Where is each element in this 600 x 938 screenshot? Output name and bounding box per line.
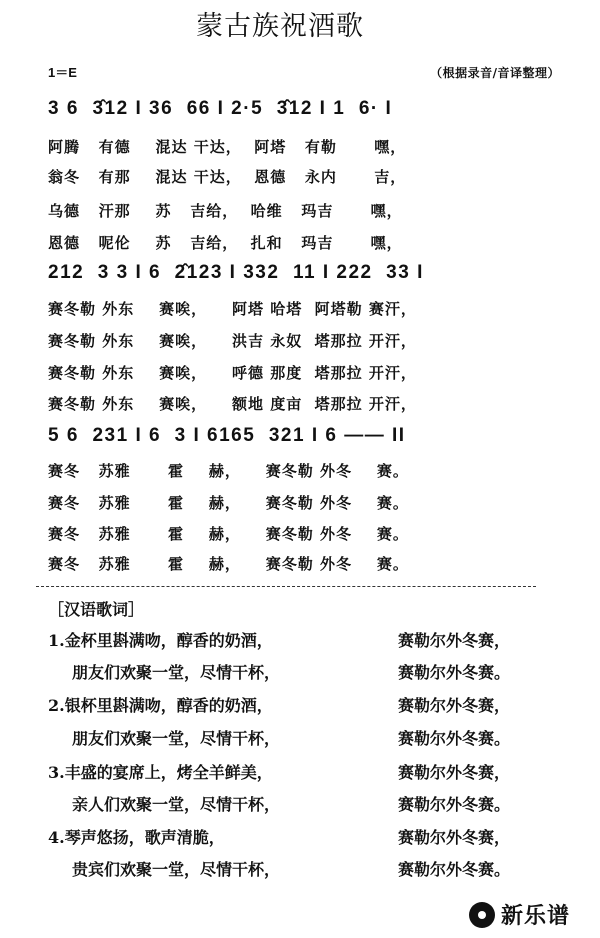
verse-line: 1.金杯里斟满吻，醇香的奶酒， xyxy=(48,631,273,650)
verse-line: 3.丰盛的宴席上，烤全羊鲜美， xyxy=(48,763,273,782)
song-title: 蒙古族祝酒歌 xyxy=(196,11,364,42)
lyric-line: 赛冬 苏雅 霍 赫， 赛冬勒 外冬 赛。 xyxy=(48,494,409,512)
verse-refrain: 赛勒尔外冬赛。 xyxy=(398,860,511,879)
verse-refrain: 赛勒尔外冬赛。 xyxy=(398,795,511,814)
notation-line-2: 212 3 3 I 6 2̂123 I 332 11 I 222 33 I xyxy=(48,262,424,283)
lyric-line: 恩德 呢伦 苏 吉给， 扎和 玛吉 嘿， xyxy=(48,234,403,252)
lyric-line: 赛冬勒 外东 赛唉， 额地 度亩 塔那拉 开汗， xyxy=(48,395,417,413)
verse-line: 朋友们欢聚一堂，尽情干杯， xyxy=(72,663,281,682)
verse-refrain: 赛勒尔外冬赛， xyxy=(398,763,511,782)
verse-refrain: 赛勒尔外冬赛， xyxy=(398,828,511,847)
verse-line: 贵宾们欢聚一堂，尽情干杯， xyxy=(72,860,281,879)
lyric-line: 阿腾 有德 混达 干达， 阿塔 有勒 嘿， xyxy=(48,138,407,156)
verse-refrain: 赛勒尔外冬赛。 xyxy=(398,729,511,748)
section-divider xyxy=(36,586,536,587)
lyric-line: 赛冬勒 外东 赛唉， 呼德 那度 塔那拉 开汗， xyxy=(48,364,417,382)
notation-line-1: 3 6 3̂12 I 36 66 I 2·5 3̂12 I 1 6· I xyxy=(48,98,393,119)
record-disc-icon xyxy=(469,902,495,928)
verse-line: 4.琴声悠扬，歌声清脆， xyxy=(48,828,225,847)
key-signature: 1＝E xyxy=(48,65,77,80)
verse-refrain: 赛勒尔外冬赛。 xyxy=(398,663,511,682)
lyric-line: 翁冬 有那 混达 干达， 恩德 永内 吉， xyxy=(48,168,407,186)
notation-line-3: 5 6 231 I 6 3 I 6165 321 I 6 —— II xyxy=(48,425,406,446)
site-logo xyxy=(469,899,570,930)
lyric-line: 赛冬勒 外东 赛唉， 阿塔 哈塔 阿塔勒 赛汗， xyxy=(48,300,417,318)
logo-text: 新乐谱 xyxy=(500,904,570,929)
source-note: （根据录音/音译整理） xyxy=(430,66,560,80)
verse-refrain: 赛勒尔外冬赛， xyxy=(398,696,511,715)
verse-refrain: 赛勒尔外冬赛， xyxy=(398,631,511,650)
lyric-line: 赛冬 苏雅 霍 赫， 赛冬勒 外冬 赛。 xyxy=(48,462,409,480)
lyric-line: 乌德 汗那 苏 吉给， 哈维 玛吉 嘿， xyxy=(48,202,403,220)
chinese-lyrics-heading: ［汉语歌词］ xyxy=(48,600,145,619)
verse-line: 亲人们欢聚一堂，尽情干杯， xyxy=(72,795,281,814)
verse-line: 朋友们欢聚一堂，尽情干杯， xyxy=(72,729,281,748)
lyric-line: 赛冬 苏雅 霍 赫， 赛冬勒 外冬 赛。 xyxy=(48,555,409,573)
verse-line: 2.银杯里斟满吻，醇香的奶酒， xyxy=(48,696,273,715)
lyric-line: 赛冬勒 外东 赛唉， 洪吉 永奴 塔那拉 开汗， xyxy=(48,332,417,350)
lyric-line: 赛冬 苏雅 霍 赫， 赛冬勒 外冬 赛。 xyxy=(48,525,409,543)
